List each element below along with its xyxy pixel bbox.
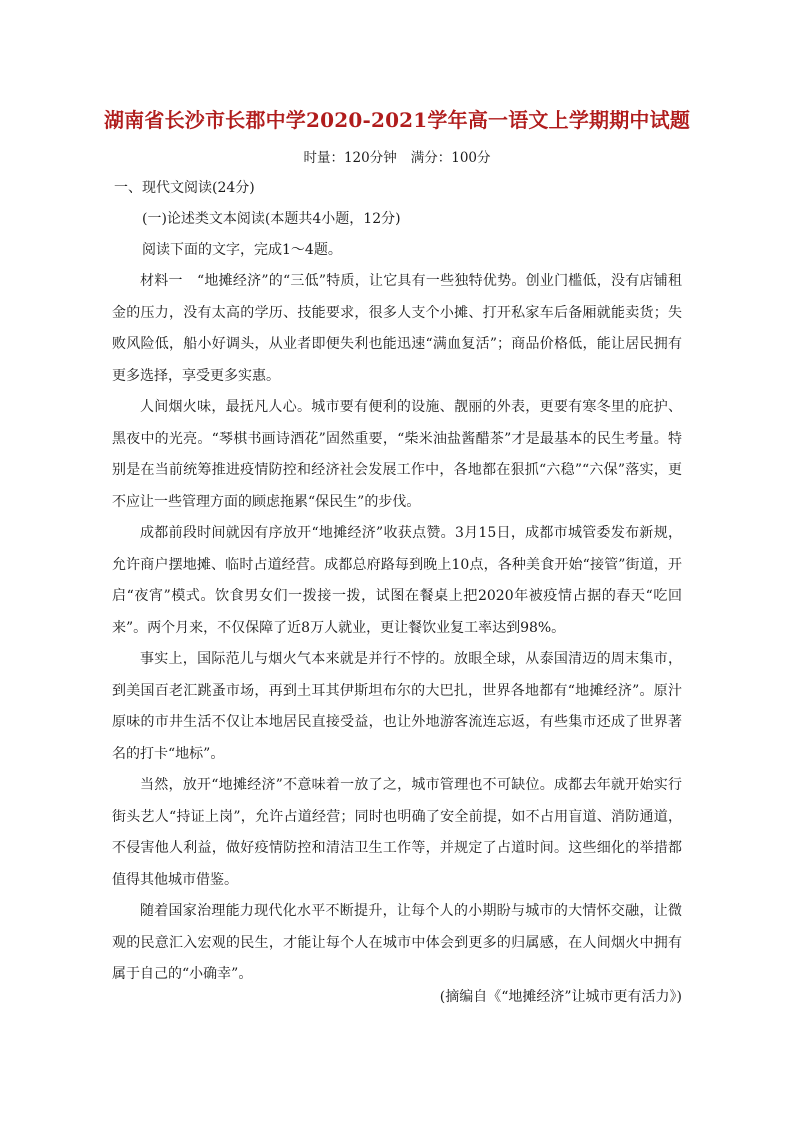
- section-heading: 一、现代文阅读(24分): [114, 180, 255, 196]
- paragraph-2: 人间烟火味，最抚凡人心。城市要有便利的设施、靓丽的外表，更要有寒冬里的庇护、黑夜中的光亮。“琴棋书画诗酒花”固然重要，“柴米油盐酱醋茶”才是最基本的民生考量。特别是在当前统筹推进疫情防控和经济社会发展工作中，各地都在狠抓“六稳”“六保”落实，更不应让一些管理方面的顾虑拖累“保民生”的步伐。: [112, 399, 682, 510]
- exam-score: 满分：100分: [410, 150, 491, 166]
- exam-meta: [0, 146, 794, 166]
- paragraph-4: 事实上，国际范儿与烟火气本来就是并行不悖的。放眼全球，从泰国清迈的周末集市，到美国百老汇跳蚤市场，再到土耳其伊斯坦布尔的大巴扎，世界各地都有“地摊经济”。原汁原味的市井生活不仅让本地居民直接受益，也让外地游客流连忘返，有些集市还成了世界著名的打卡“地标”。: [112, 651, 682, 762]
- document-title: 湖南省长沙市长郡中学2020-2021学年高一语文上学期期中试题: [103, 108, 691, 132]
- article-source: (摘编自《“地摊经济”让城市更有活力》): [439, 989, 682, 1005]
- reading-instruction: 阅读下面的文字，完成1～4题。: [142, 242, 342, 258]
- paragraph-1: 材料一 “地摊经济”的“三低”特质，让它具有一些独特优势。创业门槛低，没有店铺租金的压力，没有太高的学历、技能要求，很多人支个小摊、打开私家车后备厢就能卖货；失败风险低，船小好调头，从业者即便失利也能迅速“满血复活”；商品价格低，能让居民拥有更多选择，享受更多实惠。: [112, 273, 682, 384]
- paragraph-3: 成都前段时间就因有序放开“地摊经济”收获点赞。3月15日，成都市城管委发布新规，允许商户摆地摊、临时占道经营。成都总府路每到晚上10点，各种美食开始“接管”街道，开启“夜宵”模式。饮食男女们一拨接一拨，试图在餐桌上把2020年被疫情占据的春天“吃回来”。两个月来，不仅保障了近8万人就业，更让餐饮业复工率达到98%。: [112, 525, 682, 636]
- article-body: [112, 266, 682, 991]
- paragraph-5: 当然，放开“地摊经济”不意味着一放了之，城市管理也不可缺位。成都去年就开始实行街头艺人“持证上岗”，允许占道经营；同时也明确了安全前提，如不占用盲道、消防通道，不侵害他人利益，做好疫情防控和清洁卫生工作等，并规定了占道时间。这些细化的举措都值得其他城市借鉴。: [112, 777, 682, 888]
- subsection-heading: (一)论述类文本阅读(本题共4小题，12分): [142, 211, 401, 227]
- exam-time: 时量：120分钟: [303, 150, 397, 166]
- paragraph-6: 随着国家治理能力现代化水平不断提升，让每个人的小期盼与城市的大情怀交融，让微观的民意汇入宏观的民生，才能让每个人在城市中体会到更多的归属感，在人间烟火中拥有属于自己的“小确幸”。: [112, 903, 682, 982]
